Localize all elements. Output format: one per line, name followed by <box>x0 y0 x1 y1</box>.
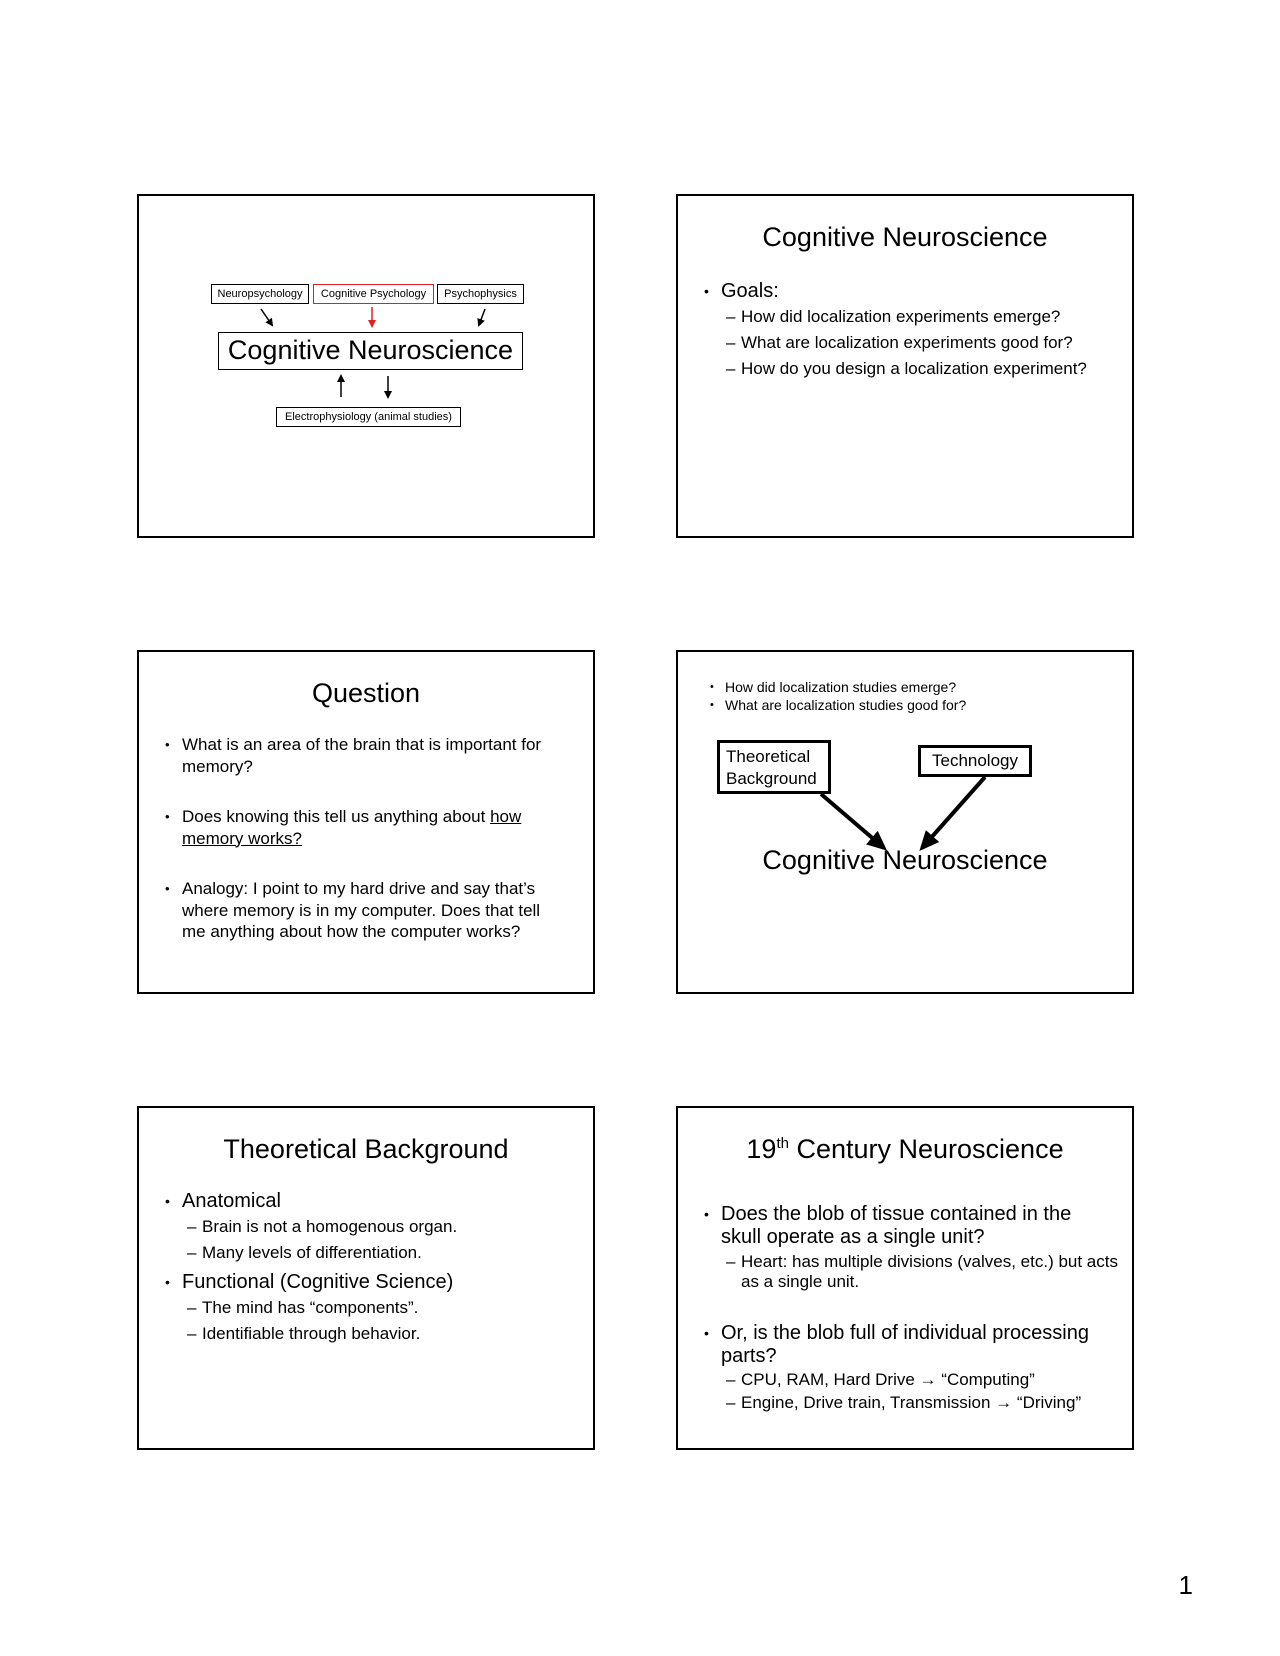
dash-icon: – <box>187 1243 197 1262</box>
underlined-phrase: how memory works? <box>182 807 522 848</box>
bullet-icon: • <box>710 681 714 693</box>
bullet-icon: • <box>165 1274 170 1290</box>
slide-2 <box>676 194 1134 538</box>
technology-box: Technology <box>918 745 1032 777</box>
dash-icon: – <box>726 359 736 378</box>
dash-icon: – <box>726 1252 736 1271</box>
goal-item: – What are localization experiments good for? <box>726 333 1073 352</box>
goal-item: – How do you design a localization experiment? <box>726 359 1087 378</box>
arrow-neuropsych <box>261 309 272 325</box>
slide-6 <box>676 1106 1134 1450</box>
slide-1-arrows <box>139 196 597 540</box>
anatomical-bullet: • Anatomical <box>165 1190 281 1212</box>
dash-icon: – <box>726 307 736 326</box>
slide-4 <box>676 650 1134 994</box>
electrophysiology-box: Electrophysiology (animal studies) <box>276 407 461 427</box>
single-unit-bullet: • Does the blob of tissue contained in the skull operate as a single unit? <box>704 1203 1072 1248</box>
cognitive-neuroscience-box: Cognitive Neuroscience <box>218 332 523 370</box>
goals-bullet: • Goals: <box>704 280 779 302</box>
functional-item: – Identifiable through behavior. <box>187 1324 421 1343</box>
theoretical-background-box: Theoretical Background <box>717 740 831 794</box>
slide-3 <box>137 650 595 994</box>
right-arrow-icon: → <box>995 1393 1013 1412</box>
anatomical-item: – Many levels of differentiation. <box>187 1243 422 1262</box>
dash-icon: – <box>187 1217 197 1236</box>
right-arrow-icon: → <box>919 1370 937 1389</box>
anatomical-item: – Brain is not a homogenous organ. <box>187 1217 458 1236</box>
bullet-icon: • <box>704 1325 709 1341</box>
psychophysics-box: Psychophysics <box>437 284 524 304</box>
slide-4-center-label: Cognitive Neuroscience <box>762 845 1048 875</box>
bullet-icon: • <box>165 737 170 752</box>
bullet-icon: • <box>165 881 170 896</box>
arrow-psychophysics <box>479 309 485 325</box>
slide-5-title: Theoretical Background <box>223 1134 509 1164</box>
slide-5 <box>137 1106 595 1450</box>
functional-bullet: • Functional (Cognitive Science) <box>165 1271 454 1293</box>
goal-item: – How did localization experiments emerge? <box>726 307 1061 326</box>
computing-item: – CPU, RAM, Hard Drive → “Computing” <box>726 1370 1035 1389</box>
bullet-icon: • <box>704 283 709 299</box>
slide-6-title: 19th Century Neuroscience <box>746 1134 1064 1164</box>
bullet-icon: • <box>165 1193 170 1209</box>
question-bullet: • Does knowing this tell us anything about how memory works? <box>165 807 522 848</box>
dash-icon: – <box>187 1324 197 1343</box>
bullet-icon: • <box>704 1206 709 1222</box>
question-bullet: • Analogy: I point to my hard drive and say that’s where memory is in my computer. Does that tell me anything about how the computer works? <box>165 879 541 941</box>
dash-icon: – <box>726 333 736 352</box>
question-bullet: • What is an area of the brain that is important for memory? <box>165 735 542 776</box>
bullet-icon: • <box>710 699 714 711</box>
slide-4-arrows <box>678 652 1136 996</box>
cognitive-psychology-box: Cognitive Psychology <box>313 284 434 304</box>
dash-icon: – <box>726 1393 736 1412</box>
neuropsychology-box: Neuropsychology <box>211 284 309 304</box>
bullet-icon: • <box>165 809 170 824</box>
slide-3-title: Question <box>311 678 421 708</box>
processing-parts-bullet: • Or, is the blob full of individual processing parts? <box>704 1322 1089 1367</box>
driving-item: – Engine, Drive train, Transmission → “Driving” <box>726 1393 1082 1412</box>
question-bullet: • What are localization studies good for? <box>710 697 967 713</box>
arrow-technology <box>922 777 985 848</box>
dash-icon: – <box>187 1298 197 1317</box>
dash-icon: – <box>726 1370 736 1389</box>
slide-1 <box>137 194 595 538</box>
question-bullet: • How did localization studies emerge? <box>710 679 957 695</box>
heart-item: – Heart: has multiple divisions (valves, etc.) but acts as a single unit. <box>726 1252 1118 1291</box>
page-number: 1 <box>1178 1570 1193 1600</box>
functional-item: – The mind has “components”. <box>187 1298 419 1317</box>
slide-2-title: Cognitive Neuroscience <box>762 222 1048 252</box>
arrow-theory <box>821 794 884 848</box>
